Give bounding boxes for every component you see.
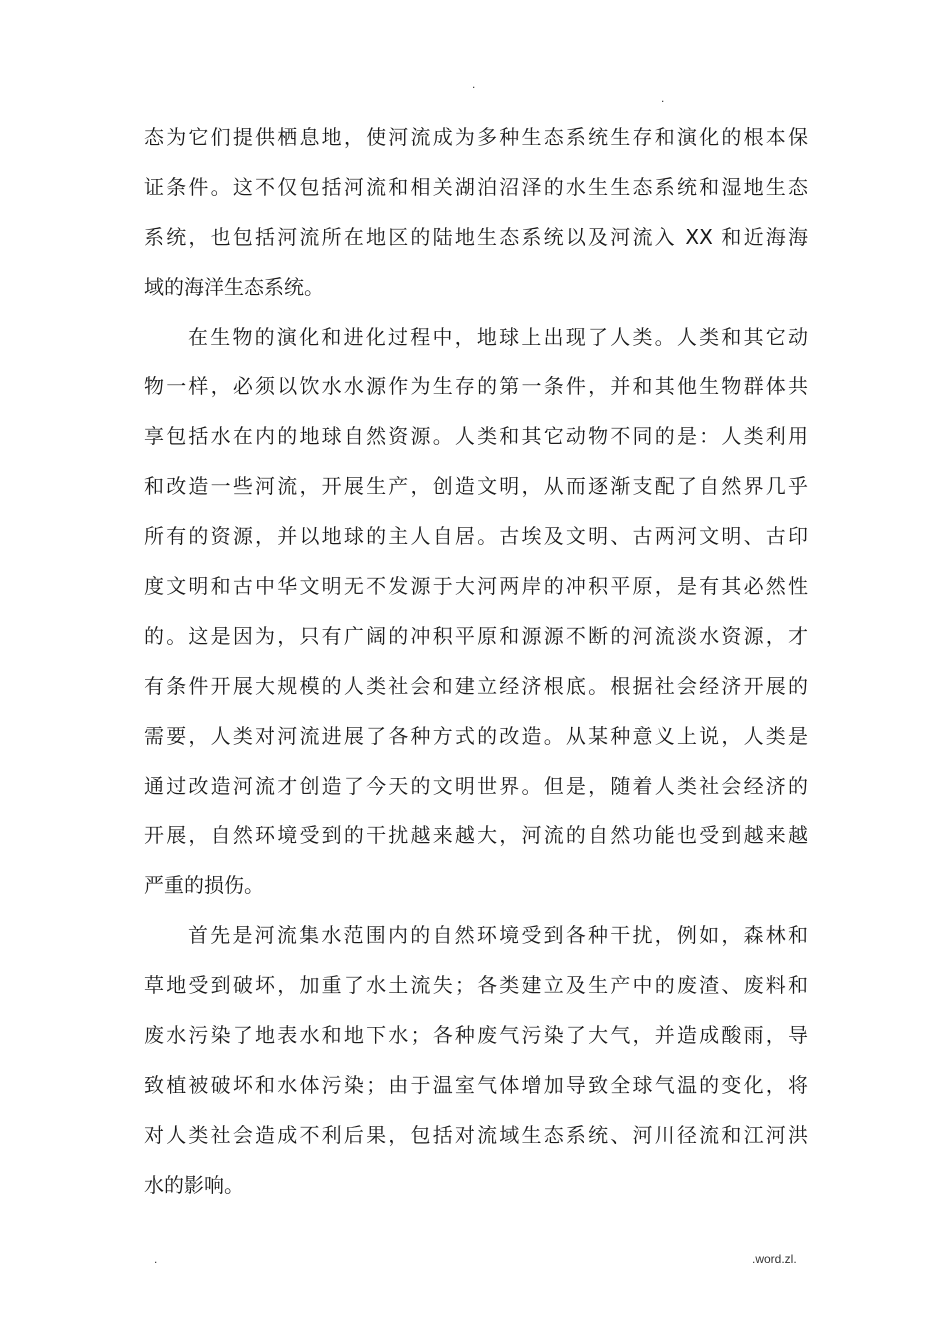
text-line: 有条件开展大规模的人类社会和建立经济根底。根据社会经济开展的 xyxy=(144,673,808,698)
text-line: 草地受到破坏，加重了水土流失；各类建立及生产中的废渣、废料和 xyxy=(144,973,808,998)
text-line: 享包括水在内的地球自然资源。人类和其它动物不同的是：人类利用 xyxy=(144,424,808,449)
paragraph xyxy=(144,911,808,1210)
text-line: 在生物的演化和进化过程中，地球上出现了人类。人类和其它动 xyxy=(188,324,808,349)
footer-source-text: .word.zl. xyxy=(752,1252,797,1266)
header-dot-right: . xyxy=(661,91,665,105)
text-line: 态为它们提供栖息地，使河流成为多种生态系统生存和演化的根本保 xyxy=(144,125,808,149)
text-line: 度文明和古中华文明无不发源于大河两岸的冲积平原，是有其必然性 xyxy=(144,574,808,599)
text-line: 系统，也包括河流所在地区的陆地生态系统以及河流入 XX 和近海海 xyxy=(144,224,808,249)
text-line: 严重的损伤。 xyxy=(144,873,264,898)
footer-dot: . xyxy=(154,1252,158,1266)
text-line: 所有的资源，并以地球的主人自居。古埃及文明、古两河文明、古印 xyxy=(144,524,808,549)
text-line: 需要，人类对河流进展了各种方式的改造。从某种意义上说，人类是 xyxy=(144,723,808,748)
text-line: 水的影响。 xyxy=(144,1172,244,1197)
text-line: 开展，自然环境受到的干扰越来越大，河流的自然功能也受到越来越 xyxy=(144,823,808,848)
text-line: 通过改造河流才创造了今天的文明世界。但是，随着人类社会经济的 xyxy=(144,773,808,798)
text-line: 和改造一些河流，开展生产，创造文明，从而逐渐支配了自然界几乎 xyxy=(144,474,808,499)
document-body xyxy=(144,113,808,1211)
paragraph xyxy=(144,313,808,912)
text-line: 致植被破坏和水体污染；由于温室气体增加导致全球气温的变化，将 xyxy=(144,1072,808,1097)
header-dot-left: . xyxy=(472,77,476,91)
text-line: 首先是河流集水范围内的自然环境受到各种干扰，例如，森林和 xyxy=(188,923,808,948)
text-line: 对人类社会造成不利后果，包括对流域生态系统、河川径流和江河洪 xyxy=(144,1122,808,1147)
text-line: 证条件。这不仅包括河流和相关湖泊沼泽的水生生态系统和湿地生态 xyxy=(144,174,808,199)
text-line: 域的海洋生态系统。 xyxy=(144,274,324,299)
text-line: 的。这是因为，只有广阔的冲积平原和源源不断的河流淡水资源，才 xyxy=(144,623,808,648)
text-line: 废水污染了地表水和地下水；各种废气污染了大气，并造成酸雨，导 xyxy=(144,1023,808,1048)
paragraph xyxy=(144,113,808,313)
text-line: 物一样，必须以饮水水源作为生存的第一条件，并和其他生物群体共 xyxy=(144,374,808,399)
